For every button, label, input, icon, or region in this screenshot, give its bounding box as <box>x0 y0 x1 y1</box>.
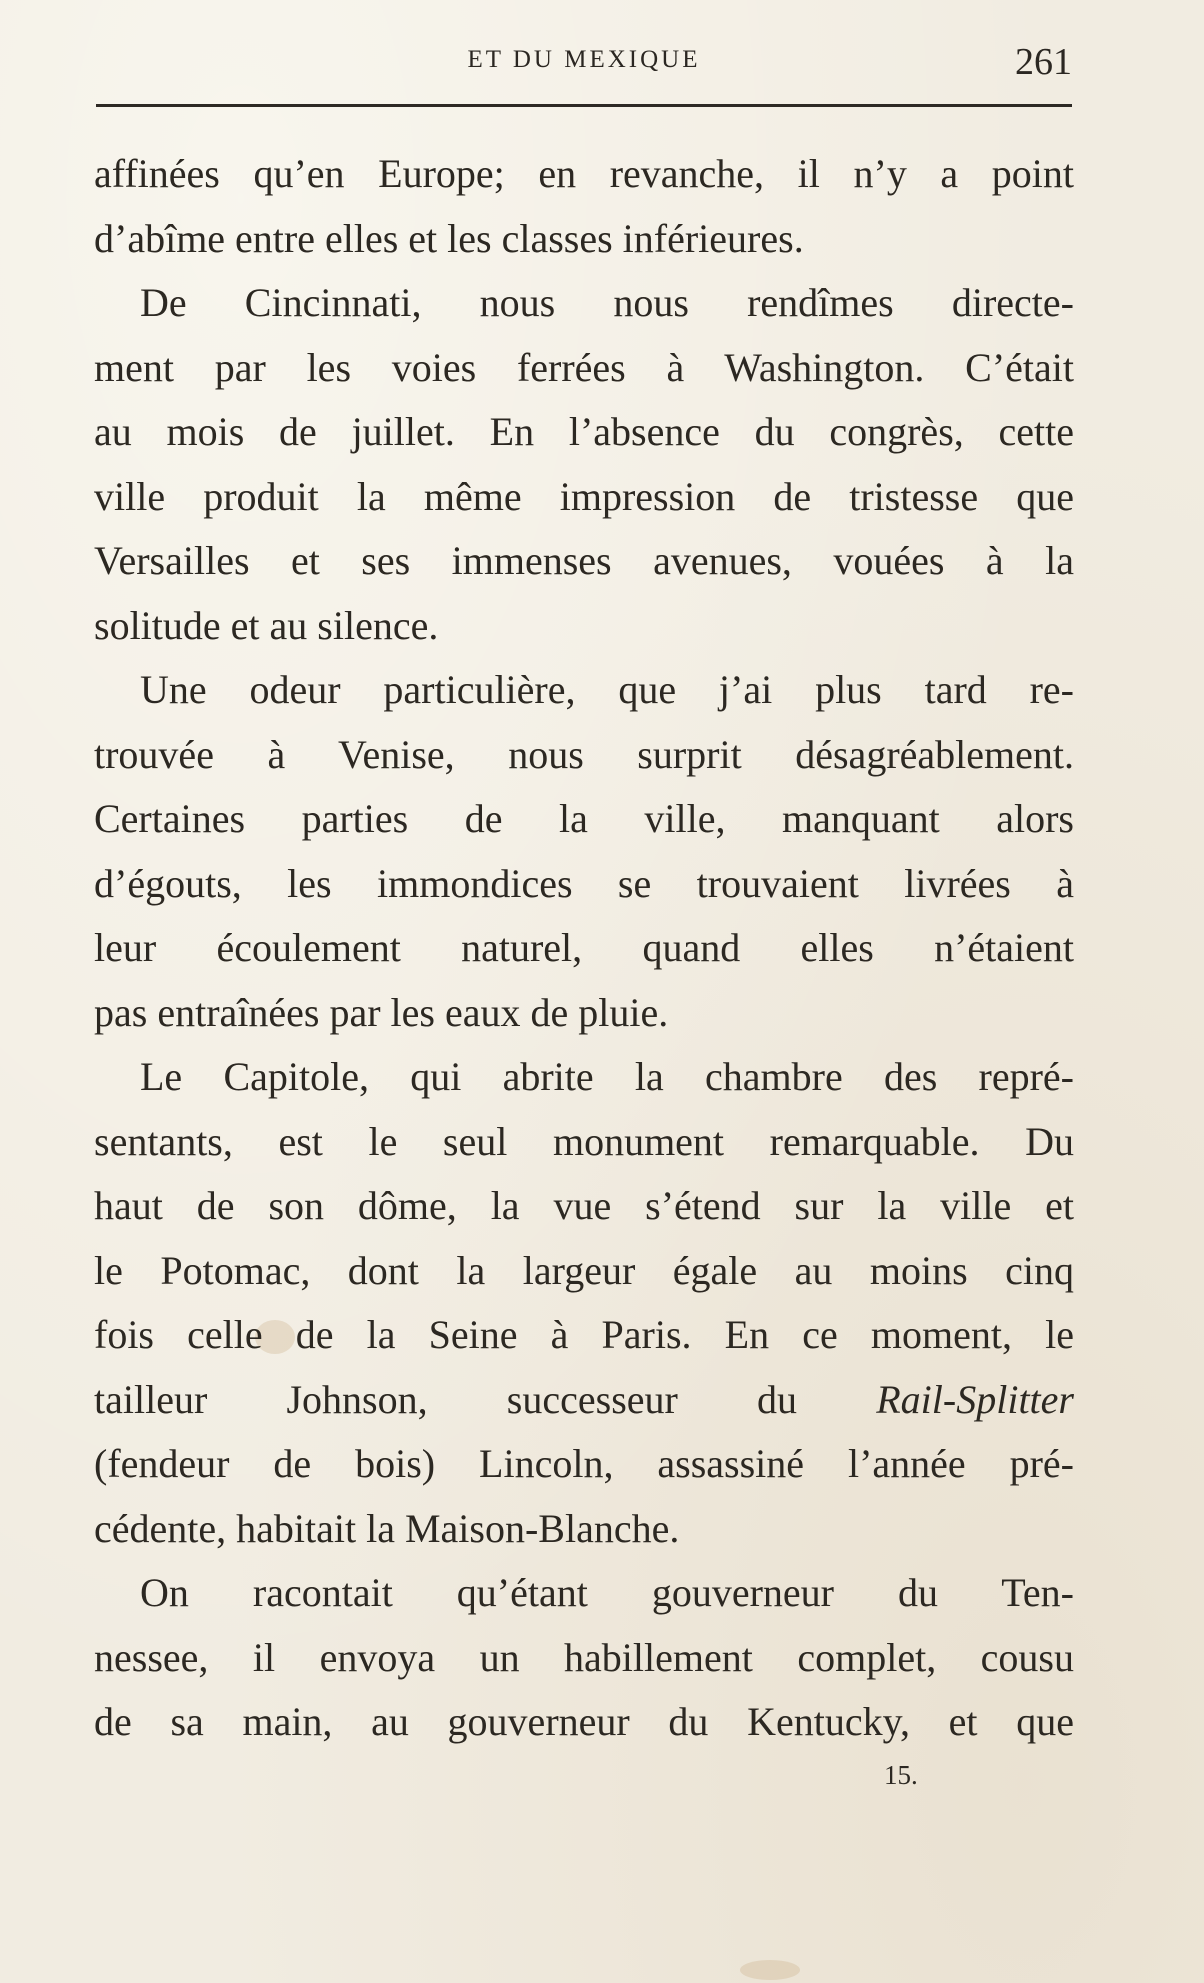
text-line: De Cincinnati, nous nous rendîmes directe- <box>140 280 1074 325</box>
text-line: cédente, habitait la Maison-Blanche. <box>94 1505 680 1551</box>
text-line: solitude et au silence. <box>94 602 439 648</box>
text-line: le Potomac, dont la largeur égale au moins cinq <box>94 1247 1074 1293</box>
text-line: fois celle de la Seine à Paris. En ce moment, le <box>94 1312 1074 1357</box>
text-line: de sa main, au gouverneur du Kentucky, et que <box>94 1699 1074 1744</box>
text-line: (fendeur de bois) Lincoln, assassiné l’année pré- <box>94 1441 1074 1486</box>
text-line: ville produit la même impression de tristesse que <box>94 473 1074 519</box>
text-line: d’abîme entre elles et les classes inférieures. <box>94 215 804 261</box>
page-number: 261 <box>1015 41 1072 83</box>
text-line: haut de son dôme, la vue s’étend sur la ville et <box>94 1183 1074 1228</box>
body-text <box>94 142 1074 1755</box>
header-rule <box>96 104 1072 107</box>
text-run: tailleur Johnson, successeur du <box>94 1376 877 1422</box>
text-line: pas entraînées par les eaux de pluie. <box>94 989 669 1035</box>
text-line: trouvée à Venise, nous surprit désagréablement. <box>94 731 1074 777</box>
text-line: leur écoulement naturel, quand elles n’étaient <box>94 925 1074 970</box>
text-line: au mois de juillet. En l’absence du congrès, cette <box>94 409 1074 454</box>
text-line: On racontait qu’étant gouverneur du Ten- <box>140 1570 1074 1615</box>
text-line: sentants, est le seul monument remarquable. Du <box>94 1118 1074 1164</box>
signature-mark: 15. <box>884 1760 918 1790</box>
text-line: affinées qu’en Europe; en revanche, il n’y a point <box>94 151 1074 196</box>
italic-term: Rail-Splitter <box>876 1376 1074 1422</box>
text-line: Certaines parties de la ville, manquant alors <box>94 796 1074 841</box>
running-head <box>96 40 1072 83</box>
text-line: Une odeur particulière, que j’ai plus tard re- <box>140 667 1074 712</box>
text-line: d’égouts, les immondices se trouvaient livrées à <box>94 860 1074 906</box>
text-line: Versailles et ses immenses avenues, vouées à la <box>94 538 1074 583</box>
running-title: ET DU MEXIQUE <box>467 46 701 73</box>
text-line: ment par les voies ferrées à Washington. C’était <box>94 344 1074 390</box>
text-line: Le Capitole, qui abrite la chambre des repré- <box>140 1054 1074 1099</box>
text-line: nessee, il envoya un habillement complet, cousu <box>94 1634 1074 1680</box>
text-line <box>94 1368 1074 1433</box>
paper-stain <box>740 1960 800 1980</box>
